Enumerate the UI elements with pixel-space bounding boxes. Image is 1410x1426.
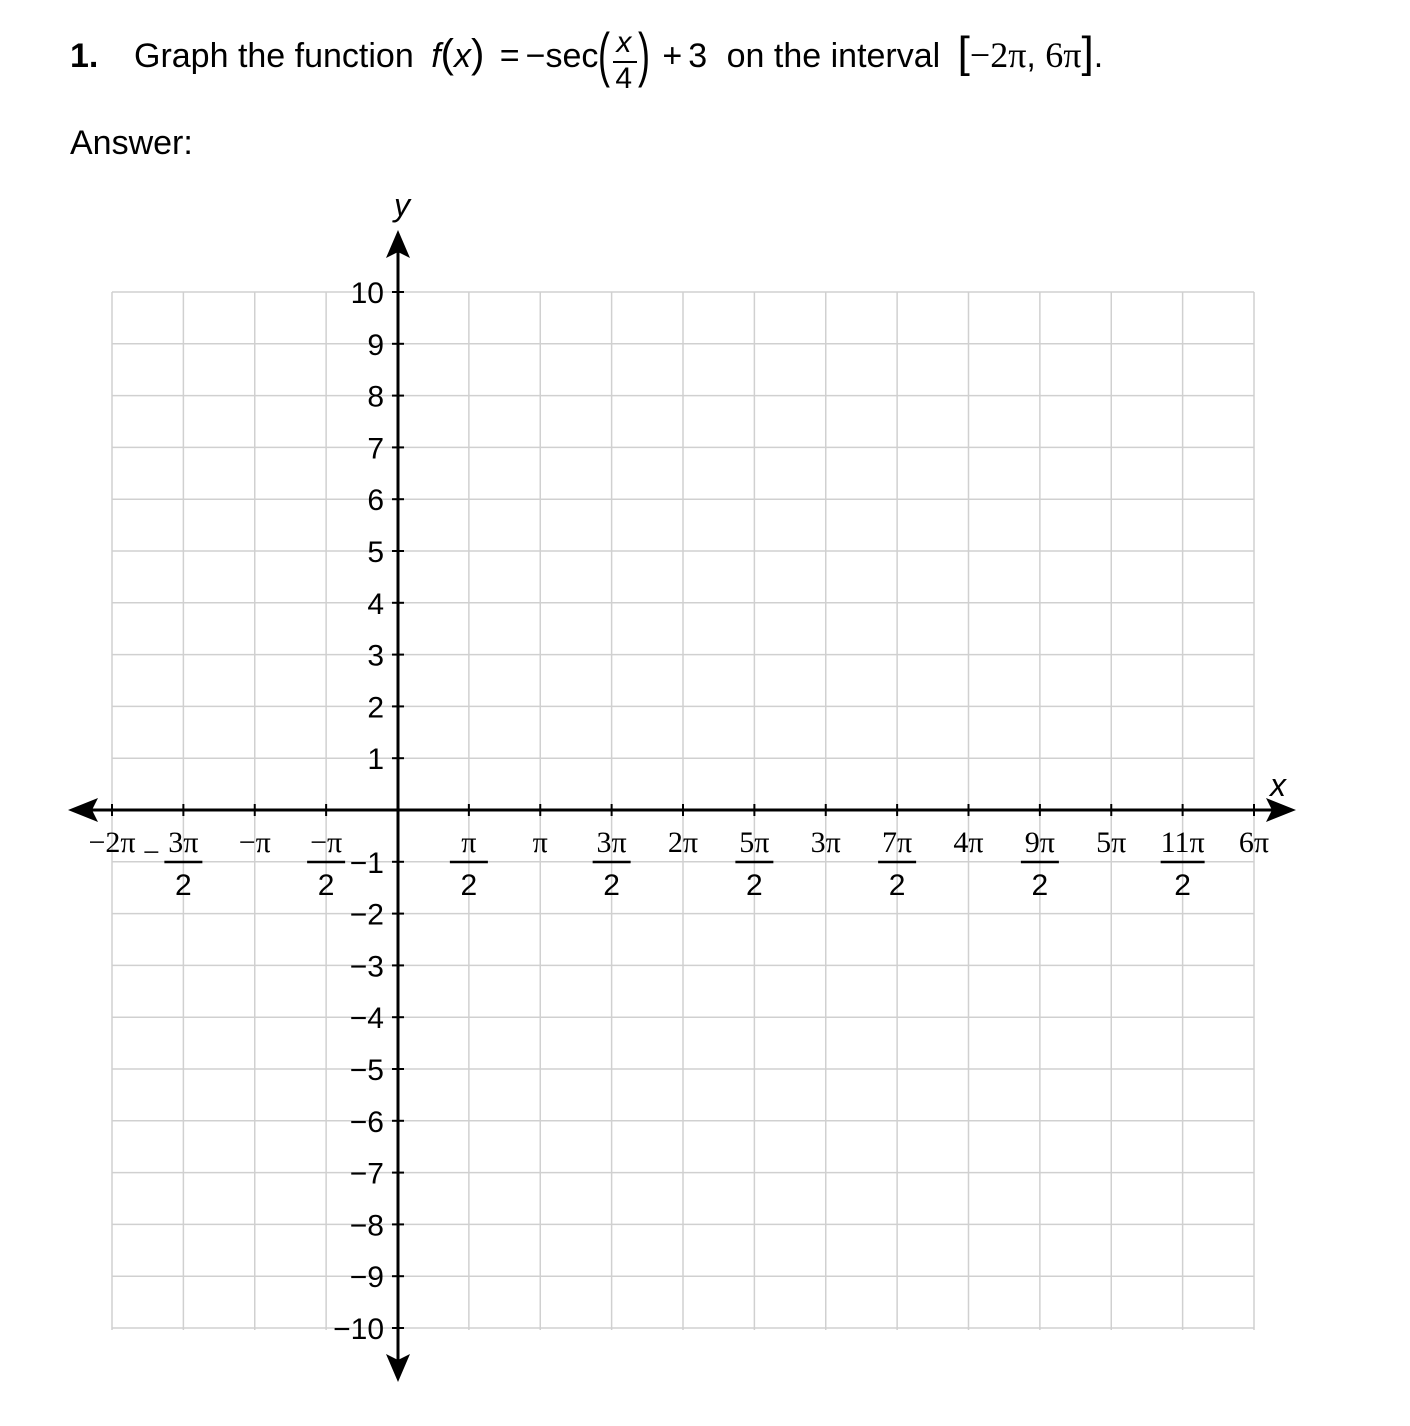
equals-sign: = [499,37,520,75]
x-tick-label-den-14: 2 [1174,869,1191,902]
y-tick-label-18: −9 [349,1261,384,1295]
interval-comma: , [1026,37,1036,75]
x-tick-label-den-10: 2 [888,869,906,902]
y-tick-label-13: −4 [349,1002,384,1036]
interval-open-bracket: [ [957,28,970,77]
y-tick-label-16: −7 [349,1157,384,1191]
x-tick-label-15: 6π [1238,826,1270,859]
y-tick-label-11: −2 [349,898,384,932]
y-tick-label-17: −8 [349,1209,384,1243]
x-tick-label-den-3: 2 [317,869,335,902]
y-tick-label-19: −10 [333,1313,384,1346]
x-tick-label-num-6: 3π [596,826,627,859]
x-tick-label-0: −2π [88,826,136,859]
x-tick-label-den-1: 2 [175,869,192,902]
x-tick-label-den-12: 2 [1031,869,1049,902]
x-tick-label-den-4: 2 [460,869,478,902]
y-axis-label: y [394,187,410,223]
x-tick-label-7: 2π [667,826,699,859]
fraction-numerator: x [616,26,632,60]
right-paren: ) [470,32,485,76]
y-tick-label-1: 9 [367,328,384,362]
x-tick-label-num-4: π [461,826,477,859]
function-name: f [431,37,441,75]
x-tick-label-num-3: −π [310,826,343,859]
y-tick-label-15: −6 [349,1105,384,1139]
arg-right-paren: ) [638,21,651,89]
function-variable: x [453,37,471,75]
interval-left: −2π [969,35,1027,75]
y-tick-label-14: −5 [349,1054,384,1087]
y-tick-label-3: 7 [367,432,384,466]
interval-period: . [1093,37,1104,75]
x-tick-label-sign-1: − [142,836,160,869]
x-tick-label-den-8: 2 [746,869,763,902]
x-tick-label-5: π [532,826,548,859]
x-tick-label-11: 4π [953,826,984,859]
x-tick-label-2: −π [238,826,271,859]
constant: 3 [688,37,708,75]
y-tick-label-7: 3 [367,639,384,673]
fraction-denominator: 4 [615,62,633,96]
interval-close-bracket: ] [1081,28,1094,77]
y-tick-label-9: 1 [367,743,384,777]
x-tick-label-den-6: 2 [603,869,620,902]
x-tick-label-num-10: 7π [882,826,913,859]
x-tick-label-num-12: 9π [1024,826,1055,859]
arg-left-paren: ( [598,21,611,89]
y-tick-label-10: −1 [349,846,384,880]
left-paren: ( [440,32,454,76]
y-tick-label-4: 6 [367,484,384,518]
problem-lead-text: Graph the function [134,37,414,75]
answer-label: Answer: [70,124,193,162]
y-tick-label-12: −3 [349,950,384,984]
x-tick-label-num-1: 3π [168,826,199,859]
problem-middle-text: on the interval [726,37,941,75]
problem-number: 1. [70,37,99,75]
x-tick-label-num-14: 11π [1160,826,1205,859]
y-tick-label-8: 2 [367,691,384,725]
x-tick-label-9: 3π [810,826,841,859]
y-tick-label-5: 5 [367,536,384,569]
x-axis-label: x [1270,767,1286,803]
y-tick-label-2: 8 [367,380,384,414]
y-tick-label-6: 4 [367,587,384,621]
x-tick-label-13: 5π [1096,826,1127,859]
interval-right: 6π [1045,35,1082,75]
neg-sec: −sec [525,37,599,75]
y-tick-label-0: 10 [350,277,384,310]
x-tick-label-num-8: 5π [739,826,770,859]
plus-sign: + [662,37,683,75]
